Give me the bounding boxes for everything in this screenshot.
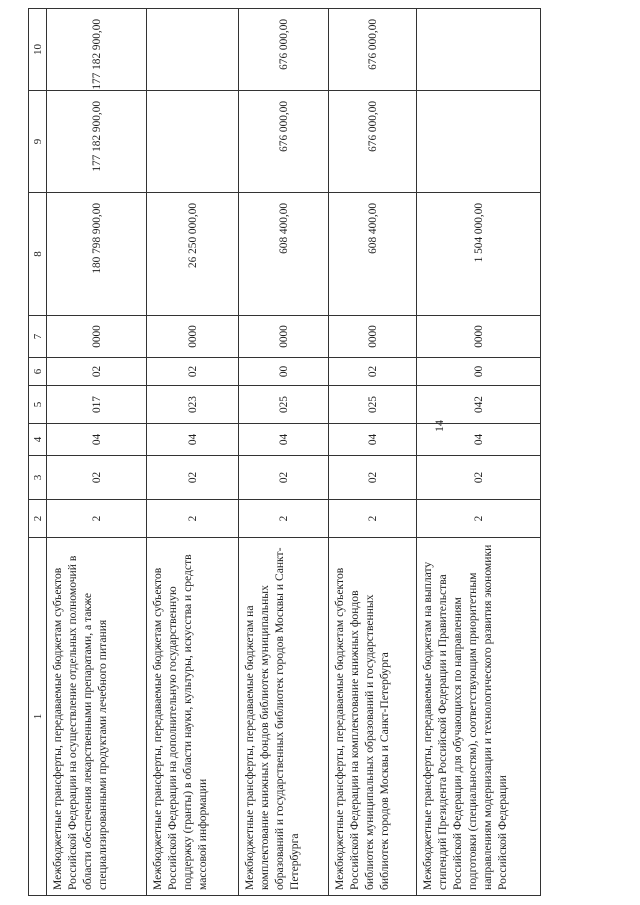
table-row <box>47 9 147 896</box>
cell-col10: 676 000,00 <box>329 9 417 91</box>
cell-col10 <box>417 9 541 91</box>
cell-col6: 00 <box>417 358 541 386</box>
header-row <box>29 9 47 896</box>
cell-col9 <box>417 91 541 193</box>
row-description: Межбюджетные трансферты, передаваемые бюджетам субъектов Российской Федерации на осуществление отдельных полномочий в области обеспечения лекарственными препаратами, а также специализированными продуктами лечебного питания <box>47 538 147 896</box>
cell-col2: 2 <box>417 500 541 538</box>
budget-table <box>28 8 541 896</box>
page-number: 14 <box>432 420 446 432</box>
cell-col2: 2 <box>329 500 417 538</box>
cell-col8: 608 400,00 <box>329 193 417 316</box>
cell-col4: 04 <box>239 424 329 456</box>
row-description: Межбюджетные трансферты, передаваемые бюджетам субъектов Российской Федерации на комплектование книжных фондов библиотек муниципальных образований и государственных библиотек городов Москвы и Санкт-Петербурга <box>329 538 417 896</box>
cell-col5: 025 <box>329 386 417 424</box>
header-cell: 6 <box>29 358 47 386</box>
cell-col6: 02 <box>329 358 417 386</box>
cell-col8: 608 400,00 <box>239 193 329 316</box>
cell-col3: 02 <box>147 456 239 500</box>
cell-col3: 02 <box>329 456 417 500</box>
cell-col7: 0000 <box>147 316 239 358</box>
cell-col5: 017 <box>47 386 147 424</box>
cell-col7: 0000 <box>417 316 541 358</box>
header-cell: 9 <box>29 91 47 193</box>
cell-col8: 26 250 000,00 <box>147 193 239 316</box>
cell-col6: 02 <box>147 358 239 386</box>
cell-col3: 02 <box>47 456 147 500</box>
cell-col6: 00 <box>239 358 329 386</box>
row-description: Межбюджетные трансферты, передаваемые бюджетам на комплектование книжных фондов библиотек муниципальных образований и государственных библиотек городов Москвы и Санкт-Петербурга <box>239 538 329 896</box>
table-row <box>329 9 417 896</box>
cell-col9: 676 000,00 <box>239 91 329 193</box>
cell-col5: 023 <box>147 386 239 424</box>
header-cell: 4 <box>29 424 47 456</box>
row-description: Межбюджетные трансферты, передаваемые бюджетам субъектов Российской Федерации на дополнительную государственную поддержку (гранты) в области науки, культуры, искусства и средств массовой информации <box>147 538 239 896</box>
cell-col2: 2 <box>47 500 147 538</box>
header-cell: 2 <box>29 500 47 538</box>
table-row <box>147 9 239 896</box>
header-cell: 3 <box>29 456 47 500</box>
cell-col2: 2 <box>239 500 329 538</box>
header-cell: 7 <box>29 316 47 358</box>
header-cell: 5 <box>29 386 47 424</box>
cell-col9: 177 182 900,00 <box>47 91 147 193</box>
cell-col9 <box>147 91 239 193</box>
cell-col8: 1 504 000,00 <box>417 193 541 316</box>
cell-col7: 0000 <box>47 316 147 358</box>
cell-col8: 180 798 900,00 <box>47 193 147 316</box>
cell-col10: 676 000,00 <box>239 9 329 91</box>
cell-col4: 04 <box>47 424 147 456</box>
cell-col4: 04 <box>147 424 239 456</box>
cell-col7: 0000 <box>239 316 329 358</box>
row-description: Межбюджетные трансферты, передаваемые бюджетам на выплату стипендий Президента Российской Федерации и Правительства Российской Федерации для обучающихся по направлениям подготовки (специальностям), соответствующим приоритетным направлениям модернизации и технологического развития экономики Российской Федерации <box>417 538 541 896</box>
header-cell: 8 <box>29 193 47 316</box>
cell-col5: 042 <box>417 386 541 424</box>
header-cell: 1 <box>29 538 47 896</box>
table-row <box>239 9 329 896</box>
cell-col7: 0000 <box>329 316 417 358</box>
cell-col6: 02 <box>47 358 147 386</box>
cell-col5: 025 <box>239 386 329 424</box>
cell-col2: 2 <box>147 500 239 538</box>
cell-col4: 04 <box>417 424 541 456</box>
table-row <box>417 9 541 896</box>
cell-col10: 177 182 900,00 <box>47 9 147 91</box>
cell-col3: 02 <box>417 456 541 500</box>
cell-col4: 04 <box>329 424 417 456</box>
cell-col10 <box>147 9 239 91</box>
cell-col3: 02 <box>239 456 329 500</box>
header-cell: 10 <box>29 9 47 91</box>
cell-col9: 676 000,00 <box>329 91 417 193</box>
